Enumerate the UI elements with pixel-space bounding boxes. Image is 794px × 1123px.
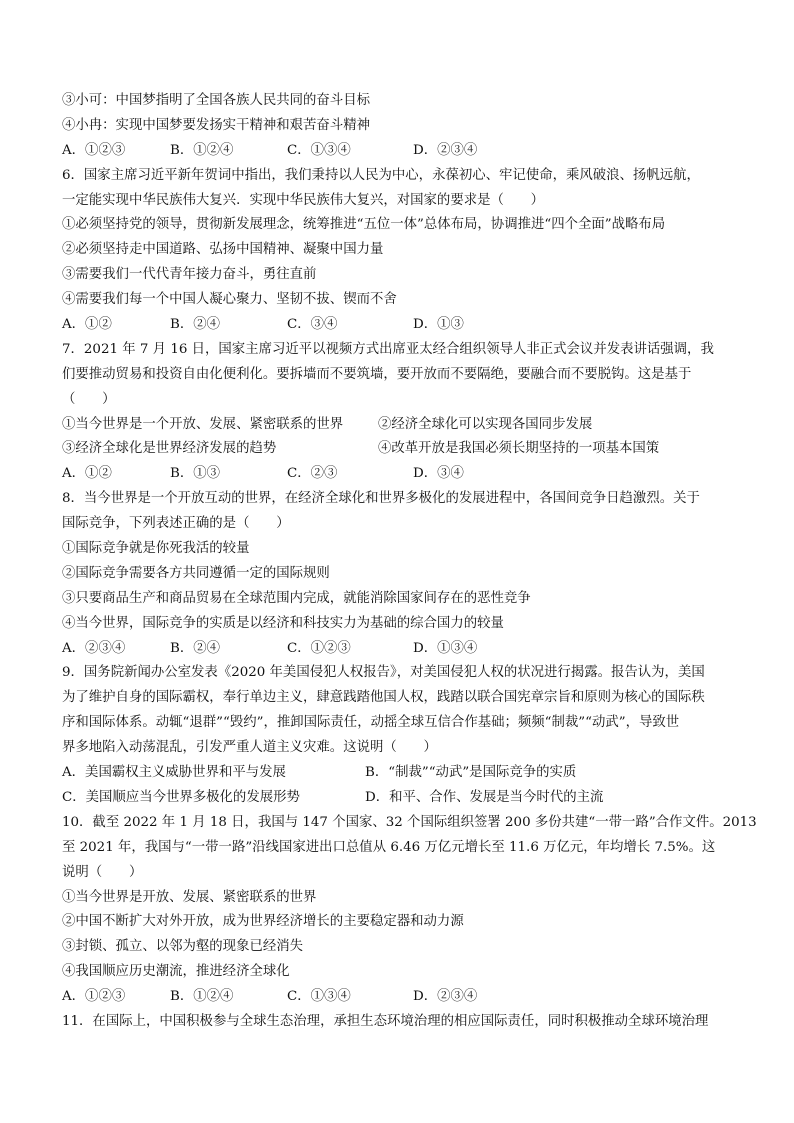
q5-option-c: C．①③④ bbox=[287, 142, 351, 158]
q10-option-b: B．①②④ bbox=[170, 989, 234, 1005]
q6-item-3: ③需要我们一代代青年接力奋斗，勇往直前 bbox=[62, 267, 317, 283]
q7-option-d: D．③④ bbox=[413, 466, 464, 482]
q6-item-1: ①必须坚持党的领导，贯彻新发展理念，统筹推进“五位一体”总体布局，协调推进“四个全面”战略布局 bbox=[62, 217, 666, 233]
q6-options bbox=[62, 313, 742, 338]
q10-item-2: ②中国不断扩大对外开放，成为世界经济增长的主要稳定器和动力源 bbox=[62, 914, 464, 930]
q8-options bbox=[62, 637, 742, 662]
q7-stem-line-1: 7．2021 年 7 月 16 日，国家主席习近平以视频方式出席亚太经合组织领导人非正式会议并发表讲话强调，我 bbox=[62, 341, 714, 357]
q5-option-a: A．①②③ bbox=[62, 142, 126, 158]
q5-option-b: B．①②④ bbox=[170, 142, 234, 158]
q9-stem-line-1: 9．国务院新闻办公室发表《2020 年美国侵犯人权报告》，对美国侵犯人权的状况进行揭露。报告认为，美国 bbox=[62, 665, 705, 681]
q9-options-row-1 bbox=[62, 761, 742, 786]
q11-stem-line-1: 11．在国际上，中国积极参与全球生态治理，承担生态环境治理的相应国际责任，同时积极推动全球环境治理 bbox=[62, 1013, 709, 1029]
q8-option-b: B．②④ bbox=[170, 640, 221, 656]
q10-option-c: C．①③④ bbox=[287, 989, 351, 1005]
q5-options bbox=[62, 139, 742, 164]
q6-option-d: D．①③ bbox=[413, 317, 464, 333]
q7-item-2: ②经济全球化可以实现各国同步发展 bbox=[378, 416, 593, 432]
q10-item-3: ③封锁、孤立、以邻为壑的现象已经消失 bbox=[62, 939, 304, 955]
q7-items-row-1 bbox=[62, 413, 742, 438]
q10-item-1: ①当今世界是开放、发展、紧密联系的世界 bbox=[62, 889, 317, 905]
q7-stem-line-2: 们要推动贸易和投资自由化便利化。要拆墙而不要筑墙，要开放而不要隔绝，要融合而不要脱钩。这是基于 bbox=[62, 366, 692, 382]
q5-item-4: ④小冉：实现中国梦要发扬实干精神和艰苦奋斗精神 bbox=[62, 117, 370, 133]
q7-item-1: ①当今世界是一个开放、发展、紧密联系的世界 bbox=[62, 416, 344, 432]
q7-item-3: ③经济全球化是世界经济发展的趋势 bbox=[62, 441, 277, 457]
q10-options bbox=[62, 985, 742, 1010]
q6-option-a: A．①② bbox=[62, 317, 112, 333]
q9-stem-line-2: 为了维护自身的国际霸权，奉行单边主义，肆意践踏他国人权，践踏以联合国宪章宗旨和原则为核心的国际秩 bbox=[62, 690, 705, 706]
q10-item-4: ④我国顺应历史潮流，推进经济全球化 bbox=[62, 964, 290, 980]
q6-stem-line-1: 6．国家主席习近平新年贺词中指出，我们秉持以人民为中心，永葆初心、牢记使命，乘风破浪、扬帆远航， bbox=[62, 167, 700, 183]
q10-stem-line-1: 10．截至 2022 年 1 月 18 日，我国与 147 个国家、32 个国际组织签署 200 多份共建“一带一路”合作文件。2013 bbox=[62, 814, 757, 830]
q9-option-a: A．美国霸权主义威胁世界和平与发展 bbox=[62, 765, 286, 781]
q9-stem-line-3: 序和国际体系。动辄“退群”“毁约”，推卸国际责任，动摇全球互信合作基础；频频“制裁”“动武”，导致世 bbox=[62, 715, 680, 731]
q8-item-2: ②国际竞争需要各方共同遵循一定的国际规则 bbox=[62, 565, 330, 581]
q8-item-1: ①国际竞争就是你死我活的较量 bbox=[62, 541, 250, 557]
q9-options-row-2 bbox=[62, 786, 742, 811]
q10-stem-line-3: 说明（ ） bbox=[62, 864, 143, 880]
q7-stem-line-3: （ ） bbox=[62, 391, 116, 407]
q10-option-a: A．①②③ bbox=[62, 989, 126, 1005]
q9-option-b: B．“制裁”“动武”是国际竞争的实质 bbox=[365, 765, 577, 781]
q8-option-a: A．②③④ bbox=[62, 640, 126, 656]
q8-item-3: ③只要商品生产和商品贸易在全球范围内完成，就能消除国家间存在的恶性竞争 bbox=[62, 590, 531, 606]
q8-stem-line-1: 8．当今世界是一个开放互动的世界，在经济全球化和世界多极化的发展进程中，各国间竞争日趋激烈。关于 bbox=[62, 491, 700, 507]
q5-item-3: ③小可：中国梦指明了全国各族人民共同的奋斗目标 bbox=[62, 93, 370, 108]
q6-option-c: C．③④ bbox=[287, 317, 338, 333]
q7-items-row-2 bbox=[62, 437, 742, 462]
q9-stem-line-4: 界多地陷入动荡混乱，引发严重人道主义灾难。这说明（ ） bbox=[62, 740, 437, 756]
q5-option-d: D．②③④ bbox=[413, 142, 478, 158]
q6-item-4: ④需要我们每一个中国人凝心聚力、坚韧不拔、锲而不舍 bbox=[62, 292, 397, 308]
q10-stem-line-2: 至 2021 年，我国与“一带一路”沿线国家进出口总值从 6.46 万亿元增长至 11.6 万亿元，年均增长 7.5%。这 bbox=[62, 839, 716, 855]
q7-option-a: A．①② bbox=[62, 466, 112, 482]
q8-option-d: D．①③④ bbox=[413, 640, 478, 656]
exam-page bbox=[62, 89, 757, 1035]
q7-option-b: B．①③ bbox=[170, 466, 221, 482]
q9-option-d: D．和平、合作、发展是当今时代的主流 bbox=[365, 789, 604, 805]
q8-option-c: C．①②③ bbox=[287, 640, 351, 656]
q10-option-d: D．②③④ bbox=[413, 989, 478, 1005]
q7-item-4: ④改革开放是我国必须长期坚持的一项基本国策 bbox=[378, 441, 660, 457]
q7-option-c: C．②③ bbox=[287, 466, 338, 482]
q8-item-4: ④当今世界，国际竞争的实质是以经济和科技实力为基础的综合国力的较量 bbox=[62, 615, 504, 631]
q6-stem-line-2: 一定能实现中华民族伟大复兴．实现中华民族伟大复兴，对国家的要求是（ ） bbox=[62, 192, 545, 208]
q7-options bbox=[62, 462, 742, 487]
q8-stem-line-2: 国际竞争，下列表述正确的是（ ） bbox=[62, 516, 290, 532]
q9-option-c: C．美国顺应当今世界多极化的发展形势 bbox=[62, 789, 300, 805]
q6-item-2: ②必须坚持走中国道路、弘扬中国精神、凝聚中国力量 bbox=[62, 242, 384, 258]
q6-option-b: B．②④ bbox=[170, 317, 221, 333]
